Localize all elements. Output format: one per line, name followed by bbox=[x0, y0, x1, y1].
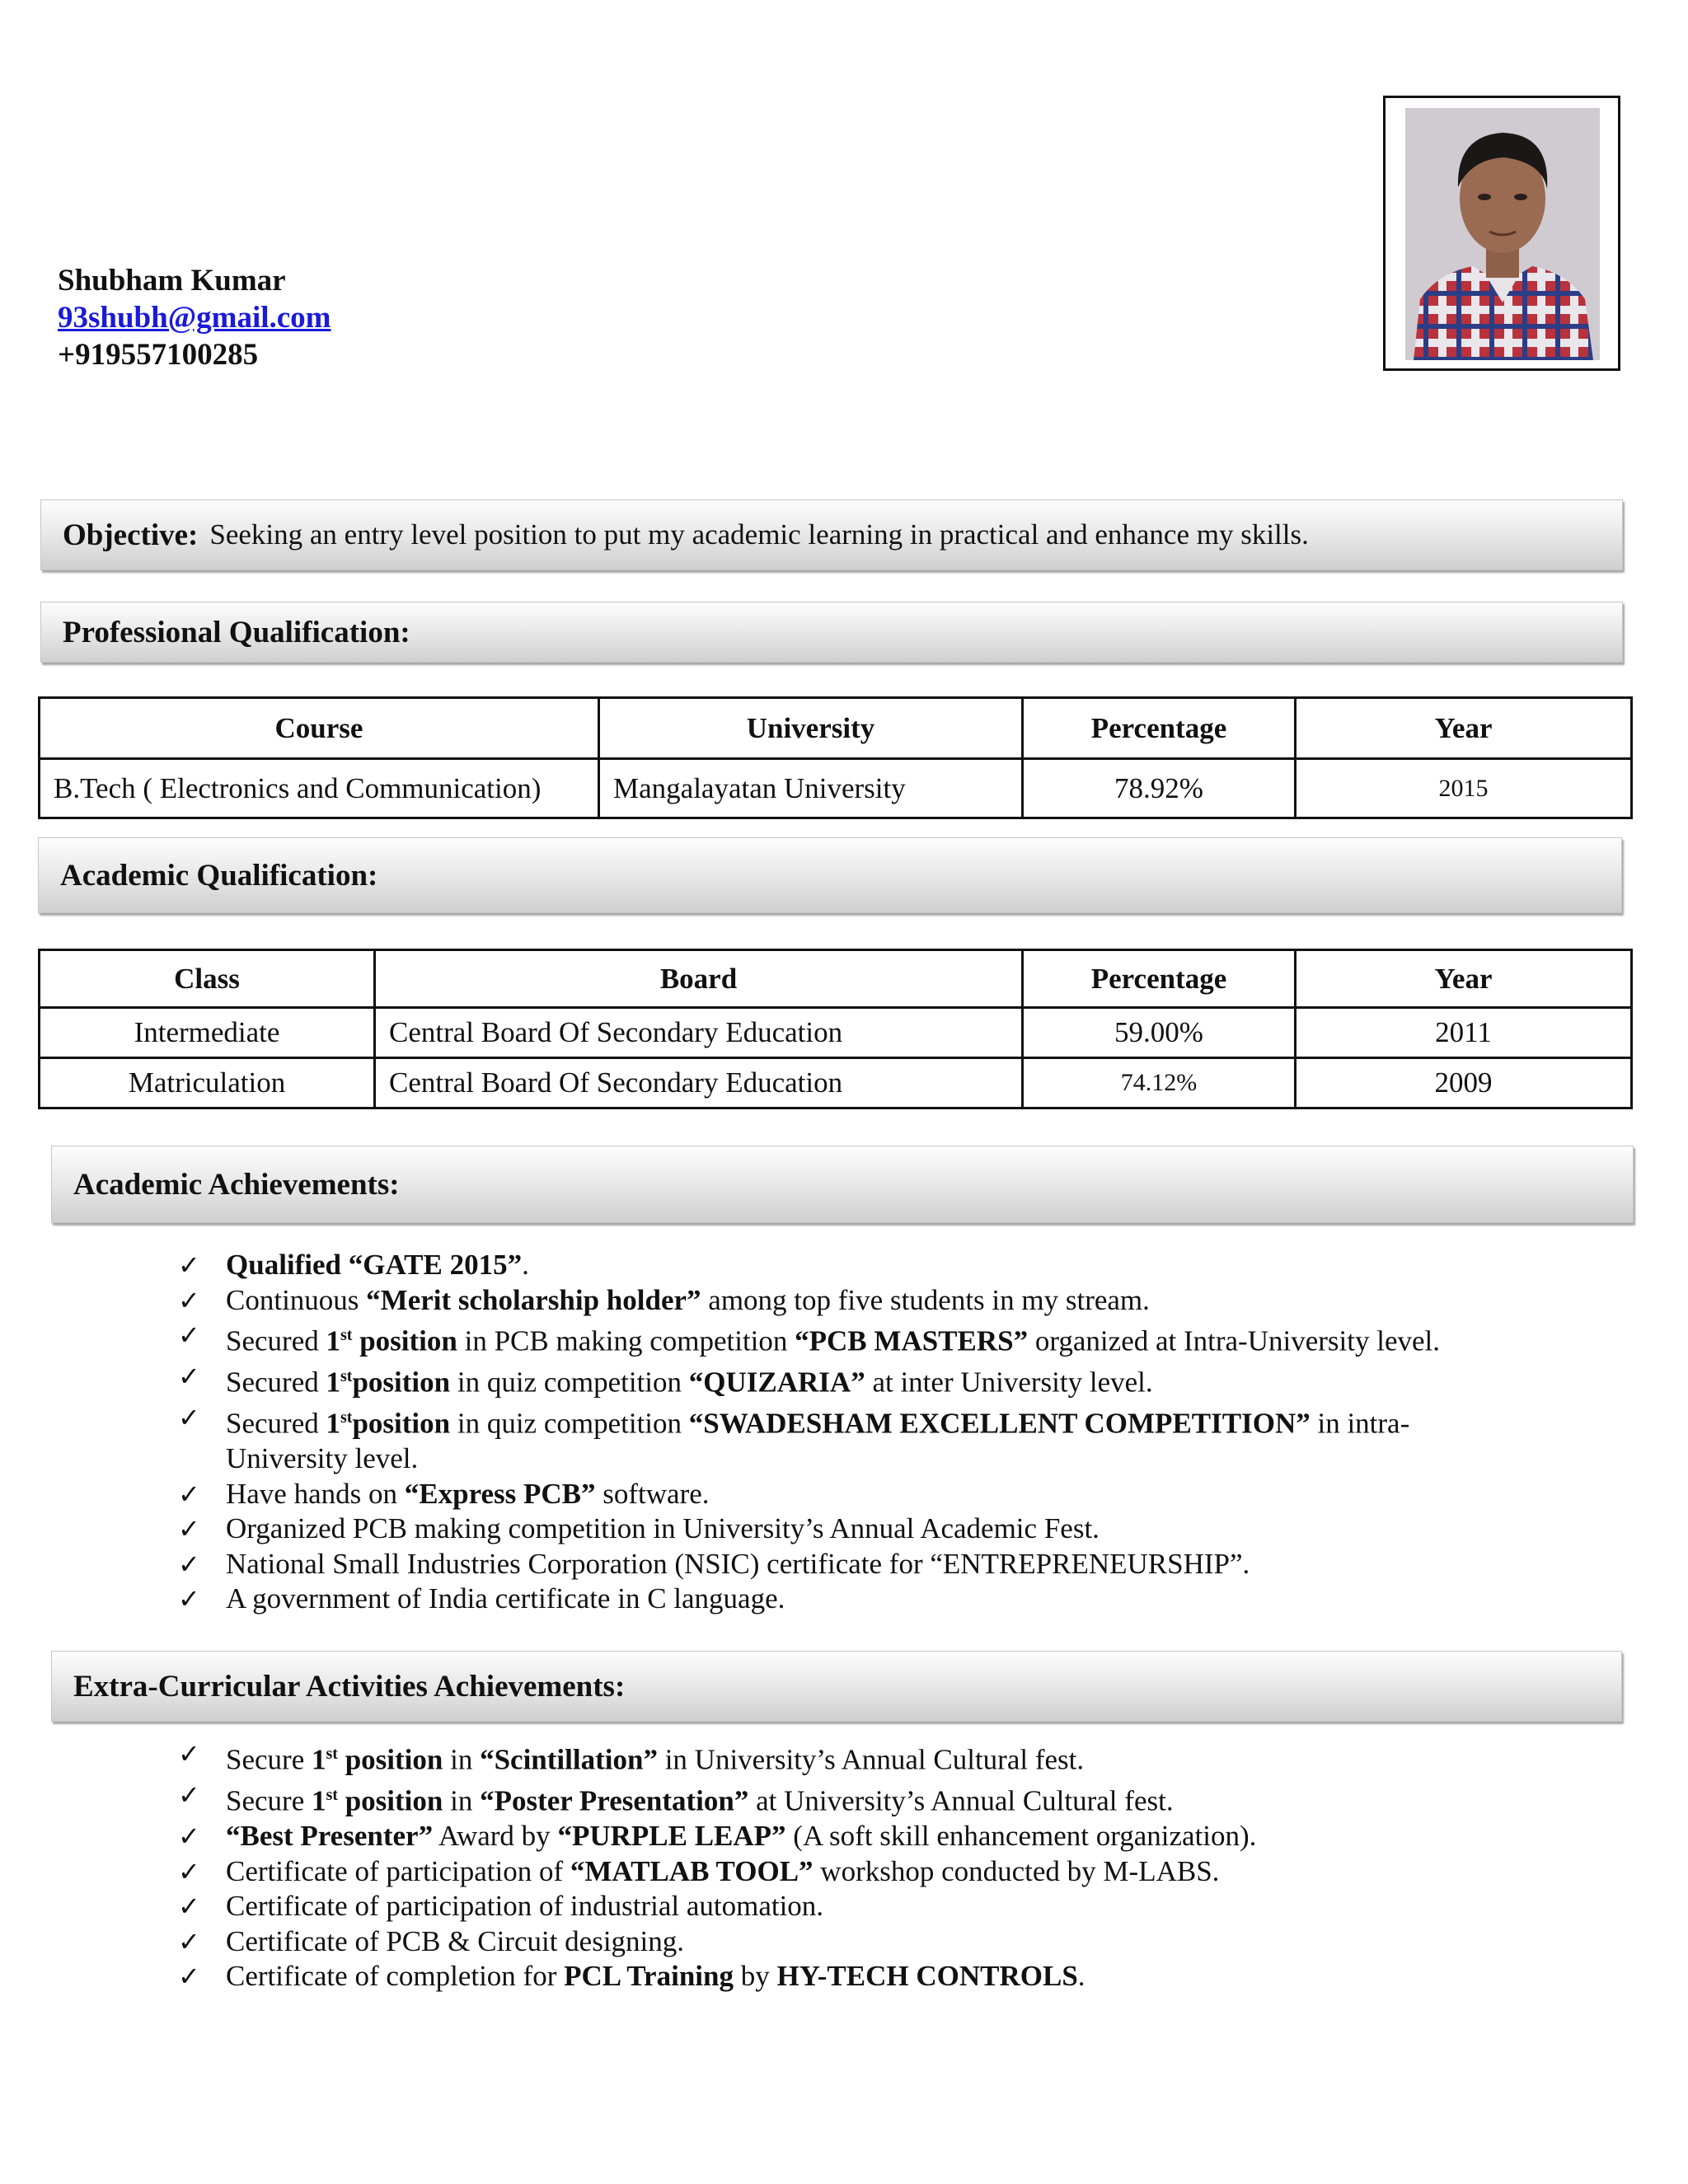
list-item-text: Organized PCB making competition in University’s Annual Academic Fest. bbox=[226, 1512, 1100, 1545]
objective-label: Objective: bbox=[63, 518, 199, 552]
list-item-text: “MATLAB TOOL” bbox=[570, 1854, 814, 1887]
list-item bbox=[178, 1959, 1497, 1994]
list-item-text: among top five students in my stream. bbox=[701, 1283, 1150, 1316]
table-cell: 2009 bbox=[1296, 1058, 1632, 1108]
checkmark-icon: ✓ bbox=[178, 1478, 200, 1510]
list-item-text: in quiz competition bbox=[450, 1407, 689, 1440]
profile-photo bbox=[1405, 108, 1600, 360]
section-extra-curricular bbox=[51, 1651, 1622, 1722]
list-item bbox=[178, 1778, 1497, 1819]
list-item bbox=[178, 1318, 1497, 1359]
list-item-text: in quiz competition bbox=[450, 1366, 689, 1399]
section-title: Academic Achievements: bbox=[73, 1167, 400, 1202]
list-item-text: at inter University level. bbox=[865, 1366, 1153, 1399]
list-item-text: st bbox=[326, 1745, 338, 1763]
list-item-text: 1 bbox=[311, 1743, 326, 1776]
list-item-text: Secured bbox=[226, 1324, 326, 1357]
list-item-text: 1 bbox=[326, 1324, 340, 1357]
list-item bbox=[178, 1924, 1497, 1960]
column-header: University bbox=[599, 698, 1023, 759]
checkmark-icon: ✓ bbox=[178, 1319, 200, 1351]
list-item-text: software. bbox=[595, 1477, 710, 1510]
section-title: Academic Qualification: bbox=[60, 858, 378, 893]
list-item-text: 1 bbox=[326, 1366, 340, 1399]
list-item bbox=[178, 1736, 1497, 1778]
list-item-text: position bbox=[352, 1407, 451, 1440]
list-item bbox=[178, 1400, 1497, 1477]
objective-text: Seeking an entry level position to put my academic learning in practical and enhance my skills. bbox=[209, 518, 1309, 551]
list-item-text: at University’s Annual Cultural fest. bbox=[748, 1784, 1174, 1817]
checkmark-icon: ✓ bbox=[178, 1361, 200, 1393]
list-item-text: A government of India certificate in C language. bbox=[226, 1582, 785, 1615]
list-item bbox=[178, 1477, 1497, 1512]
list-item bbox=[178, 1889, 1497, 1924]
list-item-text: “Scintillation” bbox=[480, 1743, 658, 1776]
list-item-text: 1 bbox=[326, 1407, 340, 1440]
list-item-text: position bbox=[352, 1324, 457, 1357]
section-title: Professional Qualification: bbox=[63, 615, 410, 649]
academic-achievements-list bbox=[178, 1248, 1497, 1617]
section-professional-qualification bbox=[40, 602, 1623, 663]
column-header: Class bbox=[40, 950, 375, 1008]
checkmark-icon: ✓ bbox=[178, 1548, 200, 1580]
list-item-text: position bbox=[337, 1743, 443, 1776]
list-item-text: “PCB MASTERS” bbox=[795, 1324, 1029, 1357]
objective-bar bbox=[40, 499, 1623, 570]
list-item-text: workshop conducted by M-LABS. bbox=[813, 1854, 1220, 1887]
list-item-text: Certificate of participation of industrial automation. bbox=[226, 1890, 824, 1923]
list-item-text: in University’s Annual Cultural fest. bbox=[657, 1743, 1085, 1776]
list-item-text: “Poster Presentation” bbox=[480, 1784, 749, 1817]
phone-number: +919557100285 bbox=[58, 338, 259, 372]
list-item-text: . bbox=[1077, 1960, 1085, 1993]
section-title: Extra-Curricular Activities Achievements: bbox=[73, 1669, 626, 1704]
list-item-text: position bbox=[337, 1784, 443, 1817]
academic-table bbox=[38, 949, 1633, 1109]
section-academic-achievements bbox=[51, 1146, 1634, 1223]
list-item-text: Have hands on bbox=[226, 1477, 405, 1510]
list-item-text: in bbox=[443, 1784, 481, 1817]
checkmark-icon: ✓ bbox=[178, 1284, 200, 1316]
column-header: Year bbox=[1296, 698, 1632, 759]
table-cell: Matriculation bbox=[40, 1058, 375, 1108]
contact-block bbox=[58, 262, 331, 373]
list-item-text: “PURPLE LEAP” bbox=[557, 1820, 786, 1853]
table-cell: B.Tech ( Electronics and Communication) bbox=[40, 759, 599, 818]
list-item-text: PCL Training bbox=[564, 1960, 734, 1993]
table-cell: Central Board Of Secondary Education bbox=[375, 1008, 1023, 1058]
list-item-text: Certificate of participation of bbox=[226, 1854, 570, 1887]
list-item bbox=[178, 1854, 1497, 1890]
checkmark-icon: ✓ bbox=[178, 1738, 200, 1769]
list-item bbox=[178, 1248, 1497, 1283]
extra-curricular-list bbox=[178, 1736, 1497, 1994]
column-header: Percentage bbox=[1023, 698, 1296, 759]
list-item-text: st bbox=[340, 1408, 353, 1427]
checkmark-icon: ✓ bbox=[178, 1961, 200, 1993]
list-item-text: organized at Intra-University level. bbox=[1028, 1324, 1440, 1357]
table-cell: 59.00% bbox=[1023, 1008, 1296, 1058]
list-item bbox=[178, 1283, 1497, 1319]
table-cell: 2011 bbox=[1296, 1008, 1632, 1058]
list-item-text: 1 bbox=[311, 1784, 326, 1817]
list-item-text: Award by bbox=[433, 1820, 558, 1853]
list-item-text: (A soft skill enhancement organization). bbox=[785, 1820, 1257, 1853]
checkmark-icon: ✓ bbox=[178, 1891, 200, 1923]
table-cell: Mangalayatan University bbox=[599, 759, 1023, 818]
column-header: Percentage bbox=[1023, 950, 1296, 1008]
list-item-text: in PCB making competition bbox=[457, 1324, 795, 1357]
checkmark-icon: ✓ bbox=[178, 1402, 200, 1434]
list-item-text: HY-TECH CONTROLS bbox=[776, 1960, 1078, 1993]
list-item-text: “Best Presenter” bbox=[226, 1820, 434, 1853]
list-item-text: st bbox=[340, 1326, 353, 1344]
professional-table bbox=[38, 696, 1633, 819]
list-item-text: “Express PCB” bbox=[404, 1477, 596, 1510]
list-item-text: Secured bbox=[226, 1366, 326, 1399]
list-item-text: st bbox=[340, 1367, 353, 1386]
table-cell: 78.92% bbox=[1023, 759, 1296, 818]
checkmark-icon: ✓ bbox=[178, 1249, 200, 1281]
column-header: Course bbox=[40, 698, 599, 759]
list-item-text: Secured bbox=[226, 1407, 326, 1440]
list-item-text: . bbox=[522, 1249, 529, 1281]
list-item-text: “QUIZARIA” bbox=[688, 1366, 865, 1399]
list-item-text: Qualified “GATE 2015” bbox=[226, 1249, 523, 1281]
list-item-text: by bbox=[733, 1960, 777, 1993]
list-item-text: “Merit scholarship holder” bbox=[366, 1283, 701, 1316]
list-item-text: “SWADESHAM EXCELLENT COMPETITION” bbox=[688, 1407, 1311, 1440]
list-item-text: Continuous bbox=[226, 1283, 367, 1316]
email-link[interactable]: 93shubh@gmail.com bbox=[58, 301, 331, 335]
list-item-text: Certificate of PCB & Circuit designing. bbox=[226, 1924, 685, 1957]
checkmark-icon: ✓ bbox=[178, 1779, 200, 1811]
checkmark-icon: ✓ bbox=[178, 1925, 200, 1957]
column-header: Year bbox=[1296, 950, 1632, 1008]
list-item-text: in intra-University level. bbox=[226, 1407, 1410, 1475]
column-header: Board bbox=[375, 950, 1023, 1008]
table-cell: Intermediate bbox=[40, 1008, 375, 1058]
checkmark-icon: ✓ bbox=[178, 1821, 200, 1853]
list-item-text: st bbox=[326, 1786, 338, 1805]
candidate-name: Shubham Kumar bbox=[58, 264, 286, 298]
list-item bbox=[178, 1819, 1497, 1854]
checkmark-icon: ✓ bbox=[178, 1855, 200, 1887]
checkmark-icon: ✓ bbox=[178, 1513, 200, 1545]
section-academic-qualification bbox=[38, 837, 1622, 913]
list-item bbox=[178, 1511, 1497, 1547]
list-item bbox=[178, 1547, 1497, 1582]
list-item bbox=[178, 1359, 1497, 1400]
list-item-text: Secure bbox=[226, 1743, 312, 1776]
list-item bbox=[178, 1582, 1497, 1617]
list-item-text: Secure bbox=[226, 1784, 312, 1817]
list-item-text: National Small Industries Corporation (NSIC) certificate for “ENTREPRENEURSHIP”. bbox=[226, 1547, 1250, 1580]
table-cell: Central Board Of Secondary Education bbox=[375, 1058, 1023, 1108]
list-item-text: Certificate of completion for bbox=[226, 1960, 565, 1993]
list-item-text: in bbox=[443, 1743, 481, 1776]
table-cell: 74.12% bbox=[1023, 1058, 1296, 1108]
list-item-text: position bbox=[352, 1366, 451, 1399]
checkmark-icon: ✓ bbox=[178, 1583, 200, 1615]
profile-photo-frame bbox=[1383, 96, 1620, 371]
table-cell: 2015 bbox=[1296, 759, 1632, 818]
